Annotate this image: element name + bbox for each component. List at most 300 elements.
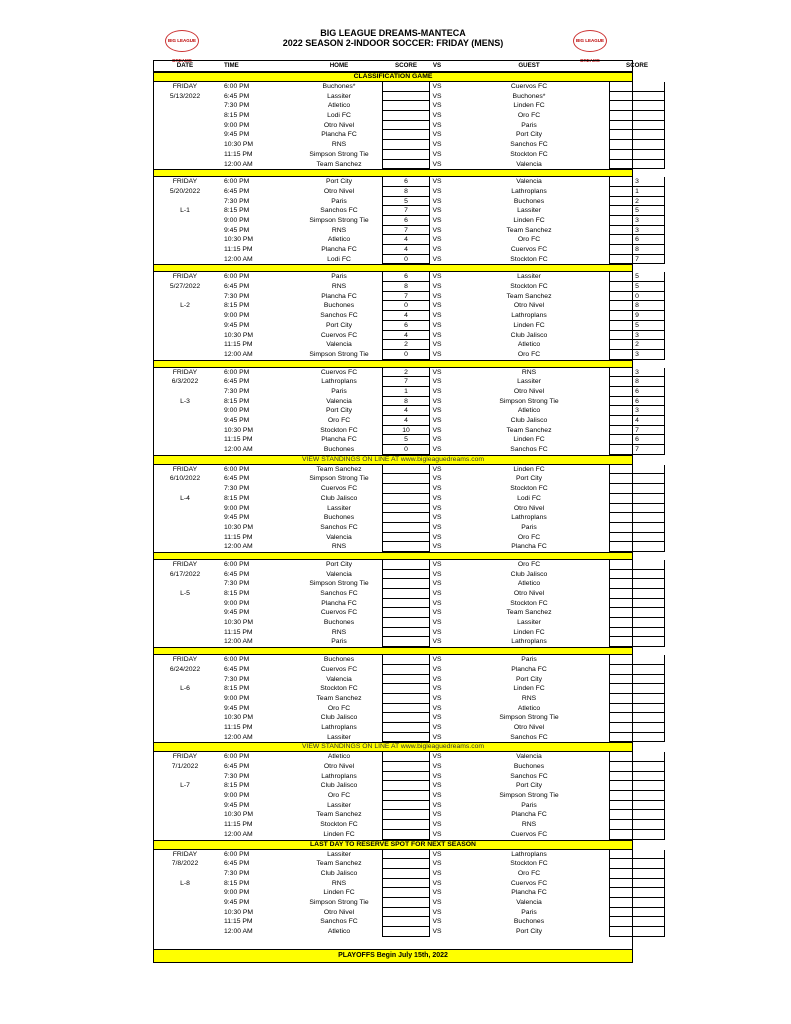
home-team: Plancha FC (321, 131, 357, 139)
guest-team: Valencia (516, 753, 542, 761)
game-time: 6:00 PM (224, 273, 250, 281)
guest-score-box (609, 752, 665, 762)
home-score-box (382, 694, 430, 704)
guest-team: Oro FC (517, 869, 541, 877)
guest-team: Port City (515, 131, 543, 139)
game-day: FRIDAY (172, 273, 198, 281)
game-time: 7:30 PM (224, 772, 250, 780)
vs-label: VS (432, 246, 442, 253)
vs-label: VS (432, 772, 442, 780)
game-time: 9:00 PM (224, 216, 250, 224)
home-team: Lassiter (327, 733, 351, 741)
home-score-box (382, 752, 430, 762)
game-time: 9:45 PM (224, 321, 250, 329)
table-row (154, 830, 632, 840)
table-row (154, 484, 632, 494)
table-row (154, 282, 639, 292)
guest-team: Lathroplans (511, 514, 547, 522)
guest-team: Team Sanchez (506, 292, 552, 300)
guest-score: 6 (635, 397, 639, 405)
home-team: Port City (325, 407, 353, 415)
home-team: Team Sanchez (316, 811, 362, 819)
guest-score-box (609, 579, 665, 589)
table-row (154, 781, 632, 791)
home-team: Lodi FC (327, 255, 351, 263)
col-guest-score: SCORE (625, 62, 648, 69)
section-band (154, 169, 632, 177)
vs-label: VS (432, 570, 442, 578)
guest-team: Plancha FC (511, 889, 547, 897)
section-band (154, 647, 632, 655)
home-team: Club Jalisco (320, 494, 358, 502)
guest-team: Sanchos FC (510, 141, 548, 149)
guest-team: Stockton FC (510, 860, 548, 868)
home-score-box (382, 772, 430, 782)
guest-score-box (609, 675, 665, 685)
home-score-box (382, 504, 430, 514)
game-time: 6:00 PM (224, 753, 250, 761)
game-time: 10:30 PM (224, 141, 254, 149)
schedule-page (153, 0, 648, 959)
vs-label: VS (432, 628, 442, 636)
home-score-box (382, 140, 430, 150)
vs-label: VS (432, 302, 442, 310)
guest-team: Team Sanchez (506, 426, 552, 434)
table-row (154, 160, 632, 170)
vs-label: VS (432, 830, 442, 838)
guest-score-box (609, 589, 665, 599)
game-day: FRIDAY (172, 83, 198, 90)
game-time: 6:00 PM (224, 83, 250, 90)
game-date: 7/8/2022 (171, 860, 199, 868)
game-time: 7:30 PM (224, 580, 250, 588)
home-score: 8 (404, 397, 408, 405)
table-row (154, 762, 632, 772)
guest-team: Atletico (517, 580, 541, 588)
home-score-box (382, 542, 430, 552)
vs-label: VS (432, 599, 442, 607)
game-day: FRIDAY (172, 656, 198, 664)
guest-score: 3 (635, 407, 639, 415)
home-score-box (382, 533, 430, 543)
home-team: Stockton FC (320, 821, 358, 829)
home-score-box (382, 917, 430, 927)
game-time: 12:00 AM (224, 733, 253, 741)
vs-label: VS (432, 504, 442, 512)
game-time: 9:45 PM (224, 609, 250, 617)
table-row (154, 908, 632, 918)
guest-team: Buchones (513, 763, 545, 770)
game-time: 6:00 PM (224, 368, 250, 376)
game-time: 11:15 PM (224, 533, 253, 541)
col-home: HOME (329, 62, 349, 69)
table-row (154, 197, 639, 207)
guest-score-box (609, 504, 665, 514)
guest-team: Linden FC (513, 436, 545, 444)
guest-score-box (609, 733, 665, 743)
home-score: 4 (404, 246, 408, 253)
game-time: 6:45 PM (224, 92, 250, 100)
home-score-box (382, 474, 430, 484)
game-time: 6:00 PM (224, 465, 250, 473)
guest-team: Buchones (513, 918, 545, 926)
home-score: 4 (404, 312, 408, 320)
table-row (154, 628, 632, 638)
home-score: 6 (404, 178, 408, 186)
home-team: Otro Nivel (323, 763, 355, 770)
guest-score: 6 (635, 236, 639, 244)
home-team: Paris (331, 197, 347, 205)
home-score-box (382, 579, 430, 589)
game-time: 8:15 PM (224, 207, 250, 215)
vs-label: VS (432, 560, 442, 568)
game-day: FRIDAY (172, 368, 198, 376)
table-row (154, 406, 639, 416)
vs-label: VS (432, 879, 442, 887)
game-date: 6/3/2022 (171, 378, 199, 386)
home-score-box (382, 637, 430, 647)
guest-score-box (609, 704, 665, 714)
home-team: Plancha FC (321, 599, 357, 607)
table-row (154, 859, 632, 869)
home-team: Simpson Strong Tie (309, 898, 369, 906)
home-team: Buchones (323, 446, 355, 454)
home-score-box (382, 121, 430, 131)
game-time: 9:00 PM (224, 504, 250, 512)
game-time: 8:15 PM (224, 302, 250, 310)
home-team: RNS (331, 226, 347, 234)
schedule-table (153, 60, 648, 963)
table-row (154, 608, 632, 618)
vs-label: VS (432, 331, 442, 339)
table-row (154, 111, 632, 121)
section-band (154, 552, 632, 560)
table-row (154, 494, 632, 504)
home-team: Sanchos FC (320, 918, 358, 926)
guest-team: Club Jalisco (510, 570, 548, 578)
game-time: 9:45 PM (224, 801, 250, 809)
home-score-box (382, 560, 430, 570)
table-row (154, 570, 632, 580)
home-team: Paris (331, 273, 347, 281)
vs-label: VS (432, 446, 442, 454)
home-team: Team Sanchez (316, 694, 362, 702)
vs-label: VS (432, 341, 442, 349)
home-score-box (382, 898, 430, 908)
guest-team: Sanchos FC (510, 733, 548, 741)
week-label: L-2 (180, 302, 190, 310)
home-score: 6 (404, 216, 408, 224)
vs-label: VS (432, 889, 442, 897)
guest-team: Atletico (517, 704, 541, 712)
table-row (154, 140, 632, 150)
home-score: 7 (404, 207, 408, 215)
guest-team: Cuervos FC (510, 246, 548, 253)
guest-score-box (609, 542, 665, 552)
home-team: Cuervos FC (320, 665, 358, 673)
game-time: 11:15 PM (224, 821, 253, 829)
vs-label: VS (432, 283, 442, 291)
vs-label: VS (432, 782, 442, 790)
game-date: 6/10/2022 (169, 475, 201, 483)
guest-score-box (609, 869, 665, 879)
guest-score-box (609, 599, 665, 609)
home-score-box (382, 733, 430, 743)
vs-label: VS (432, 514, 442, 522)
home-team: Team Sanchez (316, 465, 362, 473)
page-title: BIG LEAGUE DREAMS-MANTECA (320, 28, 466, 38)
table-row (154, 130, 632, 140)
home-team: Lassiter (327, 801, 351, 809)
home-team: Oro FC (327, 417, 351, 424)
guest-score: 8 (635, 302, 639, 310)
vs-label: VS (432, 150, 442, 158)
home-score-box (382, 101, 430, 111)
guest-team: Simpson Strong Tie (499, 714, 559, 722)
home-team: Buchones (323, 619, 355, 627)
home-team: Lathroplans (321, 772, 357, 780)
table-row (154, 637, 632, 647)
guest-score-box (609, 101, 665, 111)
table-row (154, 704, 632, 714)
vs-label: VS (432, 321, 442, 329)
home-team: Linden FC (323, 830, 355, 838)
table-row (154, 655, 632, 665)
guest-score-box (609, 888, 665, 898)
game-time: 6:45 PM (224, 763, 250, 770)
table-row (154, 752, 632, 762)
table-row (154, 368, 639, 378)
guest-score-box (609, 781, 665, 791)
table-row (154, 888, 632, 898)
home-team: Valencia (326, 341, 352, 349)
guest-team: Club Jalisco (510, 417, 548, 424)
vs-label: VS (432, 685, 442, 693)
table-row (154, 850, 632, 860)
game-time: 12:00 AM (224, 928, 253, 935)
home-score-box (382, 599, 430, 609)
guest-score-box (609, 111, 665, 121)
section-band (154, 264, 632, 272)
week-label: L-5 (180, 590, 190, 597)
col-guest: GUEST (518, 62, 540, 69)
guest-team: Stockton FC (510, 150, 548, 158)
home-team: Sanchos FC (320, 207, 358, 215)
guest-team: Otro Nivel (513, 590, 545, 597)
vs-label: VS (432, 533, 442, 541)
table-row (154, 504, 632, 514)
home-team: Club Jalisco (320, 869, 358, 877)
guest-score-box (609, 908, 665, 918)
home-team: Lassiter (327, 504, 351, 512)
guest-team: Otro Nivel (513, 302, 545, 310)
home-score-box (382, 927, 430, 937)
guest-score: 5 (635, 207, 639, 215)
guest-team: Oro FC (517, 350, 541, 358)
table-row (154, 340, 639, 350)
col-home-score: SCORE (394, 62, 417, 69)
guest-team: Linden FC (513, 685, 545, 693)
home-team: Valencia (326, 397, 352, 405)
table-row (154, 292, 639, 302)
home-score-box (382, 850, 430, 860)
game-date: 6/24/2022 (169, 665, 201, 673)
guest-team: Stockton FC (510, 283, 548, 291)
vs-label: VS (432, 694, 442, 702)
home-score-box (382, 92, 430, 102)
vs-label: VS (432, 83, 442, 90)
home-score-box (382, 655, 430, 665)
guest-score-box (609, 523, 665, 533)
home-score-box (382, 523, 430, 533)
home-score-box (382, 618, 430, 628)
table-row (154, 121, 632, 131)
home-score: 2 (404, 368, 408, 376)
guest-score-box (609, 801, 665, 811)
guest-score: 8 (635, 246, 639, 253)
home-score-box (382, 628, 430, 638)
game-date: 6/17/2022 (169, 570, 201, 578)
home-team: Buchones* (322, 83, 356, 90)
home-team: Valencia (326, 570, 352, 578)
home-score-box (382, 465, 430, 475)
vs-label: VS (432, 131, 442, 139)
vs-label: VS (432, 273, 442, 281)
home-score-box (382, 130, 430, 140)
vs-label: VS (432, 255, 442, 263)
vs-label: VS (432, 160, 442, 168)
game-time: 10:30 PM (224, 908, 254, 916)
guest-team: Paris (521, 121, 537, 129)
table-row (154, 684, 632, 694)
guest-team: Otro Nivel (513, 723, 545, 731)
guest-score: 2 (635, 341, 639, 349)
guest-team: Cuervos FC (510, 830, 548, 838)
vs-label: VS (432, 609, 442, 617)
home-score-box (382, 150, 430, 160)
table-row (154, 675, 632, 685)
game-time: 6:45 PM (224, 475, 250, 483)
game-time: 9:00 PM (224, 121, 250, 129)
table-row (154, 150, 632, 160)
guest-score-box (609, 533, 665, 543)
game-time: 6:45 PM (224, 570, 250, 578)
vs-label: VS (432, 417, 442, 424)
game-time: 12:00 AM (224, 350, 253, 358)
table-row (154, 206, 639, 216)
home-score: 4 (404, 331, 408, 339)
home-score-box (382, 723, 430, 733)
home-score: 2 (404, 341, 408, 349)
game-time: 10:30 PM (224, 714, 254, 722)
guest-score-box (609, 655, 665, 665)
vs-label: VS (432, 407, 442, 415)
guest-team: Lodi FC (517, 494, 541, 502)
vs-label: VS (432, 656, 442, 664)
table-row (154, 801, 632, 811)
guest-score: 3 (635, 350, 639, 358)
guest-team: Cuervos FC (510, 879, 548, 887)
game-time: 8:15 PM (224, 112, 250, 120)
guest-score-box (609, 92, 665, 102)
vs-label: VS (432, 121, 442, 129)
home-team: RNS (331, 628, 347, 636)
vs-label: VS (432, 665, 442, 673)
table-row (154, 869, 632, 879)
guest-score-box (609, 723, 665, 733)
table-row (154, 377, 639, 387)
home-team: Cuervos FC (320, 331, 358, 339)
guest-team: Lathroplans (511, 638, 547, 646)
home-score-box (382, 665, 430, 675)
home-team: Plancha FC (321, 436, 357, 444)
home-team: RNS (331, 879, 347, 887)
vs-label: VS (432, 733, 442, 741)
guest-score-box (609, 608, 665, 618)
game-time: 10:30 PM (224, 426, 254, 434)
home-team: Cuervos FC (320, 485, 358, 493)
game-time: 9:45 PM (224, 704, 250, 712)
guest-score-box (609, 628, 665, 638)
home-team: Paris (331, 638, 347, 646)
game-time: 6:00 PM (224, 850, 250, 858)
vs-label: VS (432, 378, 442, 386)
vs-label: VS (432, 368, 442, 376)
vs-label: VS (432, 928, 442, 935)
week-label: L-8 (180, 879, 190, 887)
vs-label: VS (432, 714, 442, 722)
guest-score: 4 (635, 417, 639, 424)
game-day: FRIDAY (172, 465, 198, 473)
home-team: Port City (325, 178, 353, 186)
vs-label: VS (432, 102, 442, 110)
guest-score-box (609, 130, 665, 140)
table-row (154, 523, 632, 533)
game-time: 11:15 PM (224, 436, 253, 444)
home-team: Linden FC (323, 889, 355, 897)
guest-team: Paris (521, 523, 537, 531)
guest-team: Oro FC (517, 236, 541, 244)
guest-score-box (609, 859, 665, 869)
vs-label: VS (432, 197, 442, 205)
home-score: 1 (404, 387, 408, 395)
table-row (154, 245, 639, 255)
game-time: 7:30 PM (224, 197, 250, 205)
game-time: 11:15 PM (224, 246, 253, 253)
guest-team: Otro Nivel (513, 504, 545, 512)
table-row (154, 235, 639, 245)
game-time: 10:30 PM (224, 619, 254, 627)
vs-label: VS (432, 426, 442, 434)
home-score-box (382, 111, 430, 121)
guest-score: 5 (635, 283, 639, 291)
game-time: 9:00 PM (224, 694, 250, 702)
vs-label: VS (432, 619, 442, 627)
home-score-box (382, 888, 430, 898)
home-team: Team Sanchez (316, 160, 362, 168)
vs-label: VS (432, 580, 442, 588)
guest-team: Lassiter (517, 273, 541, 281)
game-time: 12:00 AM (224, 160, 253, 168)
guest-score: 1 (635, 187, 639, 195)
section-band: CLASSIFICATION GAME (154, 72, 632, 82)
vs-label: VS (432, 763, 442, 770)
home-score: 5 (404, 436, 408, 444)
guest-team: Stockton FC (510, 599, 548, 607)
game-time: 12:00 AM (224, 638, 253, 646)
game-time: 7:30 PM (224, 292, 250, 300)
home-score: 0 (404, 302, 408, 310)
